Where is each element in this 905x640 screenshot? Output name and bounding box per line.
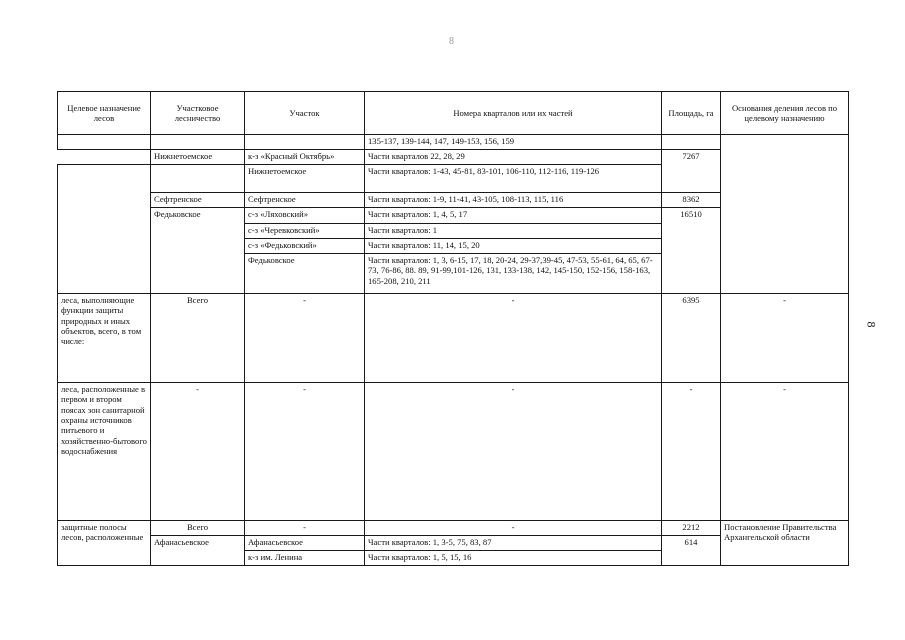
- cell-area: 16510: [662, 208, 721, 294]
- cell-plot: к-з им. Ленина: [245, 551, 365, 566]
- cell-purpose: леса, расположенные в первом и втором поясах зон санитарной охраны источников питьевого и хозяйственно-бытового водоснабжения: [58, 383, 151, 521]
- cell-district: Всего: [151, 521, 245, 536]
- cell-area: -: [662, 383, 721, 521]
- header-quarters: Номера кварталов или их частей: [365, 92, 662, 135]
- cell-quarters: Части кварталов: 1, 3, 6-15, 17, 18, 20-24, 29-37,39-45, 47-53, 55-61, 64, 65, 67-73, 76-86, 88. 89, 91-99,101-126, 131, 133-138, 142, 145-150, 152-156, 158-163, 165-208, 210, 211: [365, 254, 662, 294]
- cell-area: 6395: [662, 294, 721, 383]
- cell-quarters: Части кварталов: 1, 5, 15, 16: [365, 551, 662, 566]
- cell-quarters: -: [365, 383, 662, 521]
- cell-basis: -: [721, 294, 849, 383]
- cell-plot: с-з «Ляховский»: [245, 208, 365, 224]
- cell-quarters: Части кварталов: 1: [365, 224, 662, 239]
- cell-plot: Афанасьевское: [245, 536, 365, 551]
- cell-plot: Федьковское: [245, 254, 365, 294]
- cell-basis: -: [721, 383, 849, 521]
- header-area: Площадь, га: [662, 92, 721, 135]
- page-number-top: 8: [449, 36, 454, 47]
- cell-quarters: 135-137, 139-144, 147, 149-153, 156, 159: [365, 135, 662, 150]
- cell-district: Федьковское: [151, 208, 245, 294]
- table-row: [58, 135, 849, 150]
- forest-purpose-table: [57, 91, 849, 566]
- cell-district: [151, 165, 245, 193]
- cell-area: 2212: [662, 521, 721, 536]
- cell-quarters: Части кварталов: 1, 3-5, 75, 83, 87: [365, 536, 662, 551]
- cell-district: Нижнетоемское: [151, 150, 245, 165]
- cell-district: -: [151, 383, 245, 521]
- cell-area: 614: [662, 536, 721, 566]
- cell-district: Сефтренское: [151, 193, 245, 208]
- cell-area: 7267: [662, 150, 721, 193]
- table-row: [58, 383, 849, 521]
- cell-plot: Нижнетоемское: [245, 165, 365, 193]
- cell-quarters: Части кварталов 22, 28, 29: [365, 150, 662, 165]
- cell-plot: с-з «Федьковский»: [245, 239, 365, 254]
- cell-purpose: [58, 150, 151, 165]
- header-purpose: Целевое назначение лесов: [58, 92, 151, 135]
- header-district: Участковое лесничество: [151, 92, 245, 135]
- cell-quarters: Части кварталов: 11, 14, 15, 20: [365, 239, 662, 254]
- table-row: [58, 521, 849, 536]
- page-number-side: 8: [864, 321, 879, 328]
- cell-district: Всего: [151, 294, 245, 383]
- cell-plot: -: [245, 294, 365, 383]
- header-row: [58, 92, 849, 135]
- cell-quarters: Части кварталов: 1, 4, 5, 17: [365, 208, 662, 224]
- cell-plot: [245, 135, 365, 150]
- cell-basis: Постановление Правительства Архангельской области: [721, 521, 849, 566]
- cell-plot: Сефтренское: [245, 193, 365, 208]
- cell-district: [151, 135, 245, 150]
- cell-plot: с-з «Черевковский»: [245, 224, 365, 239]
- cell-area: [662, 135, 721, 150]
- header-plot: Участок: [245, 92, 365, 135]
- cell-district: Афанасьевское: [151, 536, 245, 566]
- header-basis: Основания деления лесов по целевому назначению: [721, 92, 849, 135]
- cell-quarters: Части кварталов: 1-9, 11-41, 43-105, 108-113, 115, 116: [365, 193, 662, 208]
- cell-plot: -: [245, 383, 365, 521]
- cell-purpose: защитные полосы лесов, расположенные: [58, 521, 151, 566]
- cell-purpose: леса, выполняющие функции защиты природных и иных объектов, всего, в том числе:: [58, 294, 151, 383]
- cell-quarters: -: [365, 294, 662, 383]
- table-row: [58, 294, 849, 383]
- cell-quarters: Части кварталов: 1-43, 45-81, 83-101, 106-110, 112-116, 119-126: [365, 165, 662, 193]
- cell-quarters: -: [365, 521, 662, 536]
- cell-area: 8362: [662, 193, 721, 208]
- cell-purpose: [58, 135, 151, 150]
- cell-purpose: [58, 165, 151, 294]
- cell-plot: -: [245, 521, 365, 536]
- cell-basis: [721, 135, 849, 294]
- cell-plot: к-з «Красный Октябрь»: [245, 150, 365, 165]
